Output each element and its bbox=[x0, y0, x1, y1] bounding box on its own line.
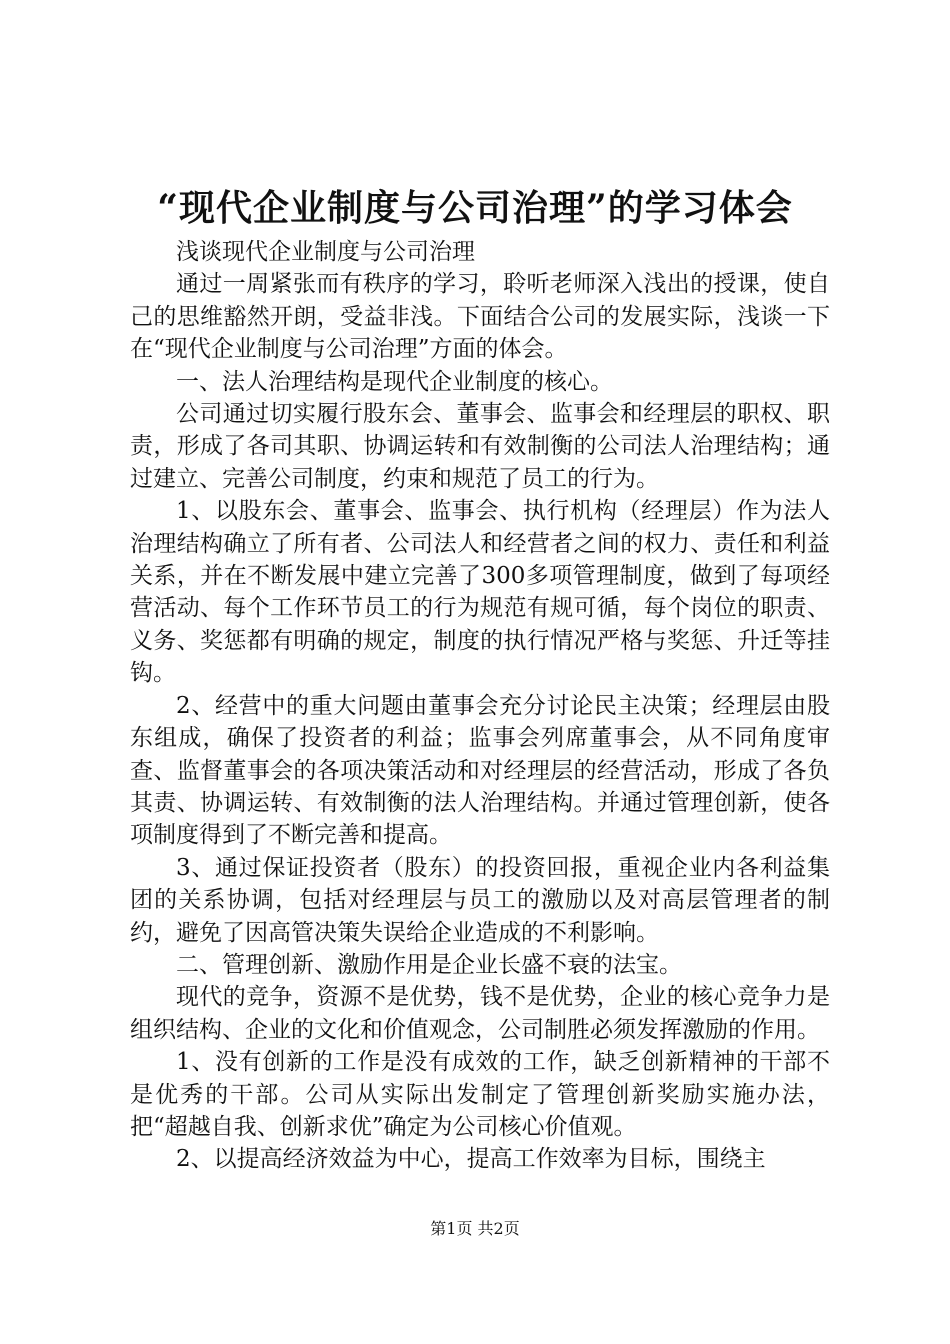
document-title: “现代企业制度与公司治理”的学习体会 bbox=[157, 187, 793, 229]
paragraph-intro: 通过一周紧张而有秩序的学习，聆听老师深入浅出的授课，使自己的思维豁然开朗，受益非浅。下面结合公司的发展实际，浅谈一下在“现代企业制度与公司治理”方面的体会。 bbox=[130, 271, 830, 363]
document-subtitle: 浅谈现代企业制度与公司治理 bbox=[176, 239, 475, 265]
paragraph-item-2-2: 2、以提高经济效益为中心，提高工作效率为目标，围绕主 bbox=[176, 1146, 766, 1173]
section-heading-1: 一、法人治理结构是现代企业制度的核心。 bbox=[176, 368, 613, 395]
paragraph-item-1-2: 2、经营中的重大问题由董事会充分讨论民主决策；经理层由股东组成，确保了投资者的利益；监事会列席董事会，从不同角度审查、监督董事会的各项决策活动和对经理层的经营活动，形成了各负其责、协调运转、有效制衡的法人治理结构。并通过管理创新，使各项制度得到了不断完善和提高。 bbox=[130, 692, 830, 849]
section-heading-2: 二、管理创新、激励作用是企业长盛不衰的法宝。 bbox=[176, 951, 682, 978]
paragraph-section-2: 现代的竞争，资源不是优势，钱不是优势，企业的核心竞争力是组织结构、企业的文化和价值观念，公司制胜必须发挥激励的作用。 bbox=[130, 984, 830, 1043]
paragraph-item-1-1: 1、以股东会、董事会、监事会、执行机构（经理层）作为法人治理结构确立了所有者、公司法人和经营者之间的权力、责任和利益关系，并在不断发展中建立完善了300多项管理制度，做到了每项经营活动、每个工作环节员工的行为规范有规可循，每个岗位的职责、义务、奖惩都有明确的规定，制度的执行情况严格与奖惩、升迁等挂钩。 bbox=[130, 498, 830, 687]
page-footer: 第1页 共2页 bbox=[430, 1219, 520, 1238]
paragraph-item-1-3: 3、通过保证投资者（股东）的投资回报，重视企业内各利益集团的关系协调，包括对经理层与员工的激励以及对高层管理者的制约，避免了因高管决策失误给企业造成的不利影响。 bbox=[130, 854, 830, 946]
document-body bbox=[130, 236, 830, 1176]
paragraph-section-1: 公司通过切实履行股东会、董事会、监事会和经理层的职权、职责，形成了各司其职、协调运转和有效制衡的公司法人治理结构；通过建立、完善公司制度，约束和规范了员工的行为。 bbox=[130, 401, 830, 492]
paragraph-item-2-1: 1、没有创新的工作是没有成效的工作，缺乏创新精神的干部不是优秀的干部。公司从实际出发制定了管理创新奖励实施办法，把“超越自我、创新求优”确定为公司核心价值观。 bbox=[130, 1049, 830, 1140]
